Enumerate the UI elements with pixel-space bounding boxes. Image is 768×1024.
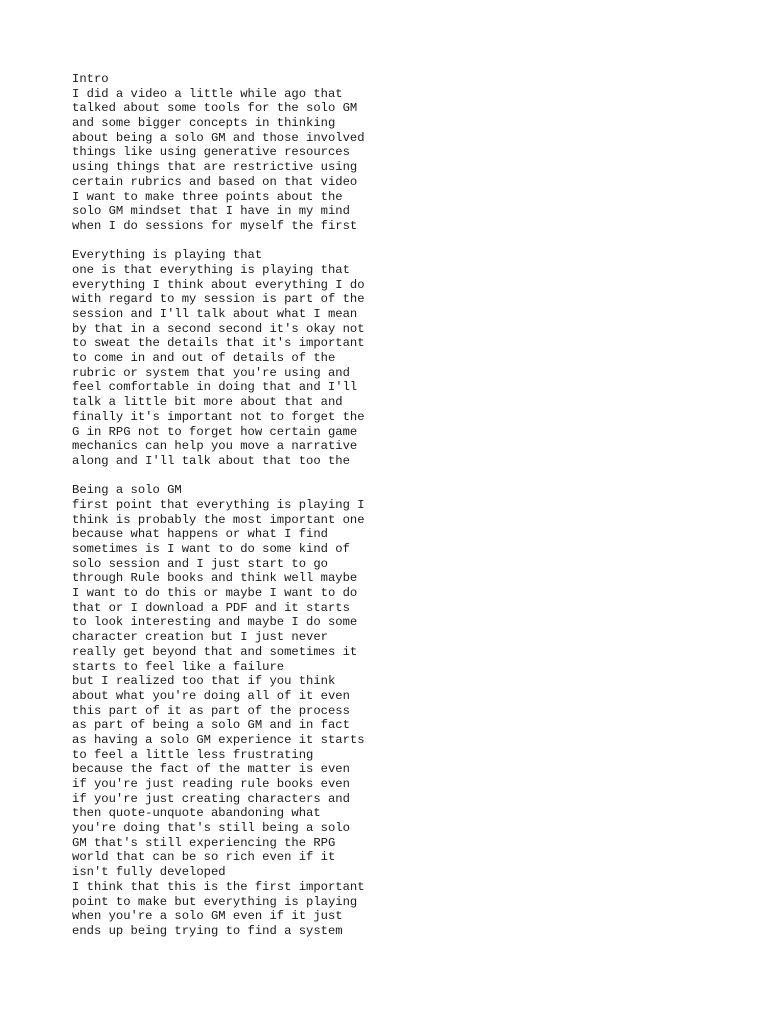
text-line: when I do sessions for myself the first (72, 218, 358, 233)
text-line: to sweat the details that it's important (72, 336, 365, 351)
text-line: character creation but I just never (72, 630, 328, 645)
paragraph-gap (72, 469, 692, 484)
text-line: because the fact of the matter is even (72, 762, 350, 777)
text-line: I think that this is the first important (72, 879, 365, 894)
paragraph-gap (72, 234, 692, 249)
section-heading-line: Being a solo GM (72, 483, 182, 498)
text-line: really get beyond that and sometimes it (72, 644, 358, 659)
text-line: mechanics can help you move a narrative (72, 439, 358, 454)
text-line: along and I'll talk about that too the (72, 453, 350, 468)
text-line: feel comfortable in doing that and I'll (72, 380, 358, 395)
text-line: by that in a second second it's okay not (72, 321, 365, 336)
section-heading-line: Everything is playing that (72, 248, 263, 263)
text-line: starts to feel like a failure (72, 659, 285, 674)
text-line: to look interesting and maybe I do some (72, 615, 358, 630)
text-line: to come in and out of details of the (72, 351, 336, 366)
text-line: that or I download a PDF and it starts (72, 600, 350, 615)
text-line: sometimes is I want to do some kind of (72, 542, 350, 556)
text-line: and some bigger concepts in thinking (72, 116, 336, 131)
text-line: rubric or system that you're using and (72, 365, 350, 380)
transcript-text (72, 72, 692, 939)
text-line: G in RPG not to forget how certain game (72, 424, 358, 439)
text-line: then quote-unquote abandoning what (72, 806, 321, 821)
section-heading-line: Intro (72, 72, 109, 86)
text-line: I did a video a little while ago that (72, 86, 343, 101)
text-line: things like using generative resources (72, 145, 350, 160)
text-line: when you're a solo GM even if it just (72, 909, 343, 924)
text-line: through Rule books and think well maybe (72, 571, 358, 586)
text-line: session and I'll talk about what I mean (72, 307, 358, 321)
text-line: finally it's important not to forget the (72, 409, 365, 424)
text-line: using things that are restrictive using (72, 160, 358, 175)
text-line: isn't fully developed (72, 865, 226, 880)
text-line: point to make but everything is playing (72, 894, 358, 909)
text-line: about being a solo GM and those involved (72, 130, 365, 145)
text-line: if you're just reading rule books even (72, 777, 350, 791)
text-line: solo session and I just start to go (72, 556, 328, 571)
text-line: first point that everything is playing I (72, 497, 365, 512)
text-line: as having a solo GM experience it starts (72, 732, 365, 747)
text-line: with regard to my session is part of the (72, 292, 365, 307)
text-line: talk a little bit more about that and (72, 395, 343, 410)
text-line: this part of it as part of the process (72, 703, 350, 718)
text-line: to feel a little less frustrating (72, 747, 314, 762)
text-line: GM that's still experiencing the RPG (72, 835, 336, 850)
text-line: ends up being trying to find a system (72, 923, 343, 938)
text-line: world that can be so rich even if it (72, 850, 336, 865)
text-line: if you're just creating characters and (72, 791, 350, 806)
text-line: but I realized too that if you think (72, 674, 336, 689)
text-line: I want to do this or maybe I want to do (72, 586, 358, 601)
text-line: because what happens or what I find (72, 527, 328, 542)
text-line: one is that everything is playing that (72, 262, 350, 277)
text-line: you're doing that's still being a solo (72, 821, 350, 836)
text-line: solo GM mindset that I have in my mind (72, 204, 350, 219)
text-line: everything I think about everything I do (72, 277, 365, 292)
text-line: think is probably the most important one (72, 512, 365, 527)
text-line: I want to make three points about the (72, 189, 343, 204)
text-line: as part of being a solo GM and in fact (72, 718, 350, 733)
text-line: about what you're doing all of it even (72, 688, 350, 703)
text-line: certain rubrics and based on that video (72, 174, 358, 189)
text-line: talked about some tools for the solo GM (72, 101, 358, 116)
